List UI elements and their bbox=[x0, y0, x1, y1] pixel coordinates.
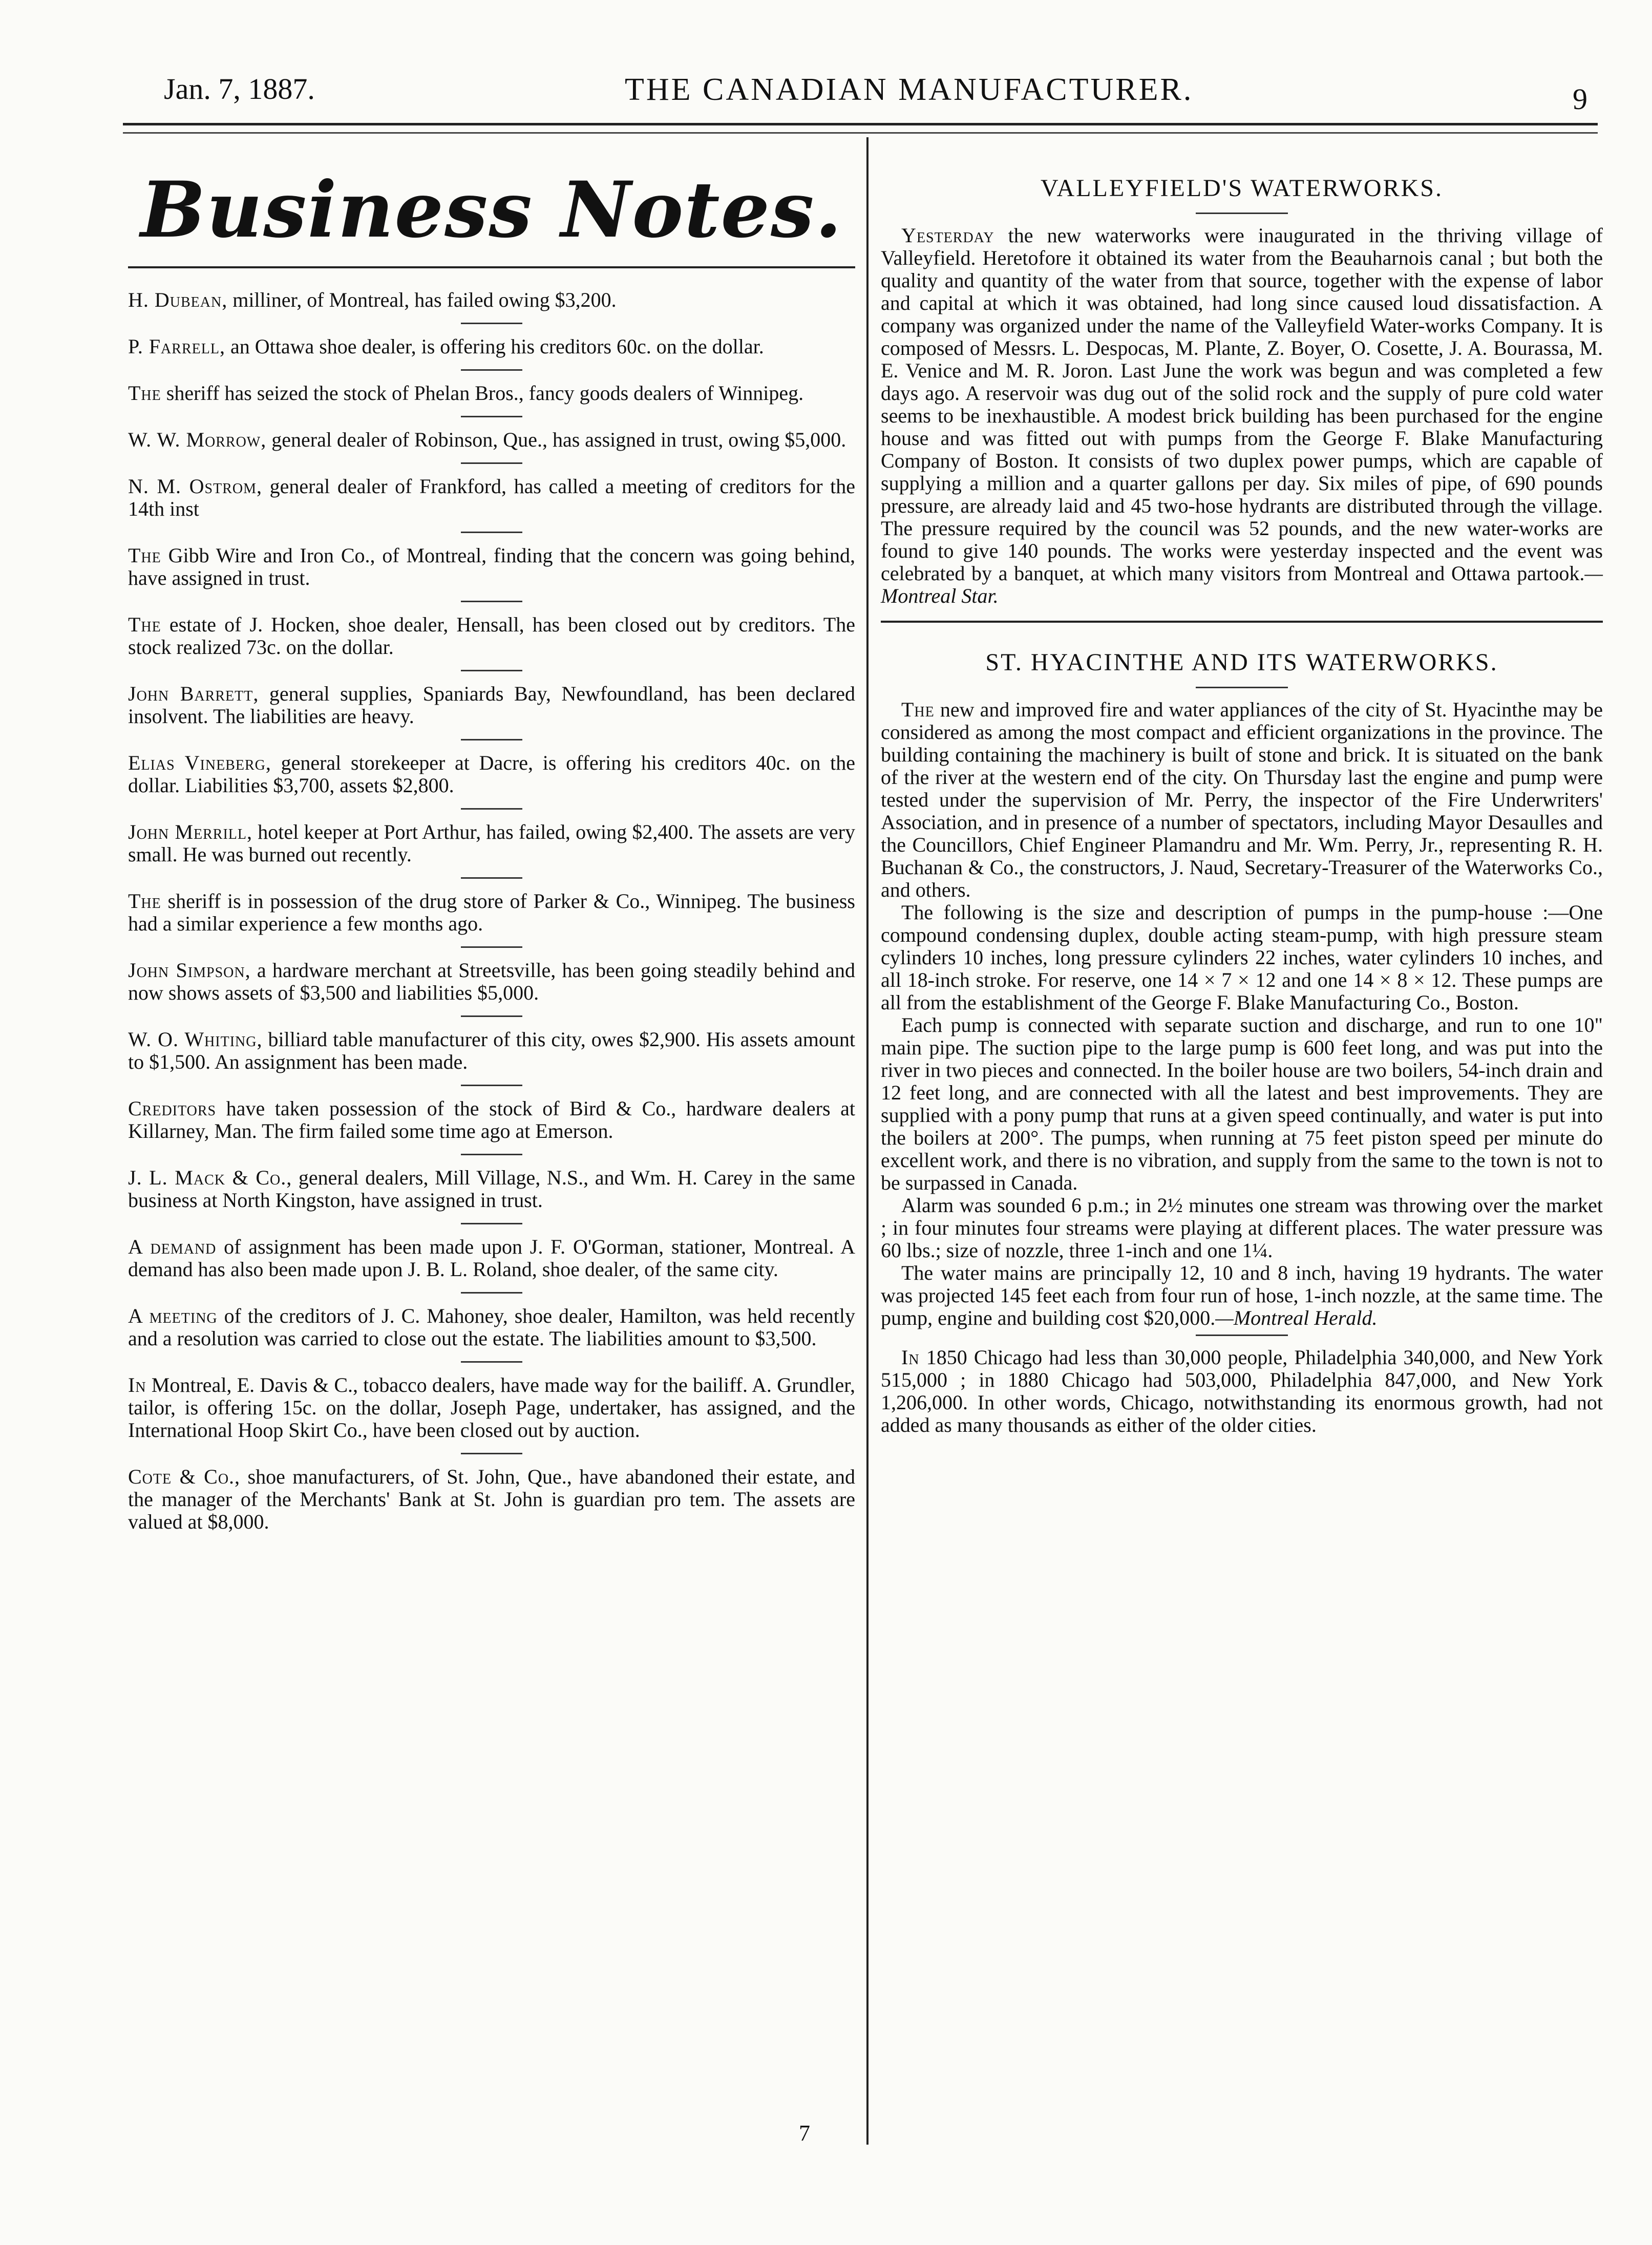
note-lead: John Barrett, bbox=[128, 682, 259, 705]
note-text: Gibb Wire and Iron Co., of Montreal, finding that the concern was going behind, have assigned in trust. bbox=[128, 544, 855, 589]
note-text: general dealer of Robinson, Que., has assigned in trust, owing $5,000. bbox=[266, 428, 846, 451]
business-note bbox=[128, 1305, 855, 1350]
article-lead: In bbox=[901, 1346, 920, 1369]
note-text: hotel keeper at Port Arthur, has failed, owing $2,400. The assets are very small. He was burned out recently. bbox=[128, 820, 855, 866]
left-column bbox=[128, 149, 855, 1533]
note-text: Montreal, E. Davis & C., tobacco dealers, have made way for the bailiff. A. Grundler, tailor, is offering 15c. on the dollar, Joseph Page, undertaker, has assigned, and the International Hoop Skirt Co., have been closed out by auction. bbox=[128, 1373, 855, 1442]
section-rule-short bbox=[1196, 1335, 1288, 1336]
business-note bbox=[128, 752, 855, 797]
business-note bbox=[128, 683, 855, 728]
note-text: sheriff has seized the stock of Phelan Bros., fancy goods dealers of Winnipeg. bbox=[161, 382, 804, 405]
note-text: of assignment has been made upon J. F. O'Gorman, stationer, Montreal. A demand has also been made upon J. B. L. Roland, shoe dealer, of the same city. bbox=[128, 1235, 855, 1281]
note-separator bbox=[461, 601, 522, 602]
note-lead: The bbox=[128, 889, 161, 913]
business-note bbox=[128, 959, 855, 1004]
page-number: 9 bbox=[1573, 82, 1587, 116]
note-text: sheriff is in possession of the drug store of Parker & Co., Winnipeg. The business had a similar experience a few months ago. bbox=[128, 889, 855, 935]
business-note bbox=[128, 1466, 855, 1533]
note-lead: P. Farrell, bbox=[128, 335, 225, 358]
st-hyacinthe-paragraph bbox=[881, 1262, 1603, 1329]
note-separator bbox=[461, 1453, 522, 1454]
note-separator bbox=[461, 1154, 522, 1155]
page-header bbox=[164, 72, 1587, 128]
note-lead: A meeting bbox=[128, 1304, 218, 1327]
note-separator bbox=[461, 1292, 522, 1294]
publication-title: THE CANADIAN MANUFACTURER. bbox=[625, 72, 1194, 107]
heading-rule bbox=[1196, 687, 1288, 688]
note-text: a hardware merchant at Streetsville, has been going steadily behind and now shows assets of $3,500 and liabilities $5,000. bbox=[128, 959, 855, 1004]
note-text: general supplies, Spaniards Bay, Newfoundland, has been declared insolvent. The liabilities are heavy. bbox=[128, 682, 855, 728]
issue-date: Jan. 7, 1887. bbox=[164, 72, 315, 105]
business-note bbox=[128, 1097, 855, 1142]
note-text: milliner, of Montreal, has failed owing $3,200. bbox=[227, 288, 617, 311]
note-separator bbox=[461, 739, 522, 740]
business-note bbox=[128, 890, 855, 935]
business-note bbox=[128, 1374, 855, 1442]
business-note bbox=[128, 821, 855, 866]
note-lead: W. W. Morrow, bbox=[128, 428, 267, 451]
article-body: new and improved fire and water appliances of the city of St. Hyacinthe may be considered as among the most compact and efficient organizations in the province. The building containing the machinery is built of stone and brick. It is situated on the bank of the river at the western end of the city. On Thursday last the engine and pump were tested under the supervision of Mr. Perry, the inspector of the Fire Underwriters' Association, and in presence of a number of spectators, including Mayor Desaulles and the Councillors, Chief Engineer Plamandru and Mr. Wm. Perry, Jr., representing R. H. Buchanan & Co., the constructors, J. Naud, Secretary-Treasurer of the Waterworks Co., and others. bbox=[881, 698, 1603, 901]
business-note bbox=[128, 289, 855, 311]
business-note bbox=[128, 382, 855, 405]
business-note bbox=[128, 613, 855, 659]
article-body: 1850 Chicago had less than 30,000 people, Philadelphia 340,000, and New York 515,000 ; in 1880 Chicago had 503,000, Philadelphia 847,000, and New York 1,206,000. In other words, Chicago, notwithstanding its enormous growth, had not added as many thousands as either of the older cities. bbox=[881, 1346, 1603, 1436]
note-separator bbox=[461, 1361, 522, 1363]
note-lead: John Simpson, bbox=[128, 959, 251, 982]
note-lead: Creditors bbox=[128, 1097, 217, 1120]
article-source: —Montreal Star. bbox=[881, 562, 1603, 607]
note-lead: The bbox=[128, 382, 161, 405]
note-separator bbox=[461, 462, 522, 464]
article-lead: Yesterday bbox=[901, 224, 994, 247]
header-rule bbox=[123, 123, 1598, 125]
note-separator bbox=[461, 946, 522, 948]
business-note bbox=[128, 335, 855, 358]
note-lead: The bbox=[128, 613, 161, 636]
section-rule bbox=[881, 621, 1603, 623]
note-separator bbox=[461, 670, 522, 671]
note-text: have taken possession of the stock of Bird & Co., hardware dealers at Killarney, Man. The firm failed some time ago at Emerson. bbox=[128, 1097, 855, 1142]
note-text: of the creditors of J. C. Mahoney, shoe dealer, Hamilton, was held recently and a resolution was carried to close out the estate. The liabilities amount to $3,500. bbox=[128, 1304, 855, 1350]
note-text: general storekeeper at Dacre, is offering his creditors 40c. on the dollar. Liabilities $3,700, assets $2,800. bbox=[128, 751, 855, 797]
note-text: estate of J. Hocken, shoe dealer, Hensall, has been closed out by creditors. The stock realized 73c. on the dollar. bbox=[128, 613, 855, 659]
st-hyacinthe-paragraph: Each pump is connected with separate suction and discharge, and run to one 10" main pipe. The suction pipe to the large pump is 600 feet long, and was put into the river in two pieces and connected. In the boiler house are two boilers, 54-inch drain and 12 feet long, and are connected with all the latest and best improvements. They are supplied with a pony pump that runs at a given speed continually, and water is put into the boilers at 200°. The pumps, when running at 75 feet piston speed per minute do excellent work, and there is no vibration, and supply from the same to the town is not to be surpassed in Canada. bbox=[881, 1013, 1603, 1194]
note-lead: J. L. Mack & Co., bbox=[128, 1166, 292, 1189]
note-lead: The bbox=[128, 544, 161, 567]
note-lead: John Merrill, bbox=[128, 820, 253, 843]
note-lead: A demand bbox=[128, 1235, 217, 1258]
note-lead: In bbox=[128, 1373, 146, 1396]
note-lead: Cote & Co., bbox=[128, 1465, 241, 1488]
header-rule-secondary bbox=[123, 132, 1598, 134]
business-note bbox=[128, 475, 855, 520]
note-lead: Elias Vineberg, bbox=[128, 751, 271, 774]
note-text: shoe manufacturers, of St. John, Que., have abandoned their estate, and the manager of the Merchants' Bank at St. John is guardian pro tem. The assets are valued at $8,000. bbox=[128, 1465, 855, 1533]
note-text: billiard table manufacturer of this city, owes $2,900. His assets amount to $1,500. An assignment has been made. bbox=[128, 1028, 855, 1073]
note-separator bbox=[461, 1015, 522, 1017]
st-hyacinthe-paragraph: The following is the size and description of pumps in the pump-house :—One compound condensing duplex, double acting steam-pump, with high pressure steam cylinders 10 inches, long pressure cylinders 22 inches, water cylinders 10 inches, and all 18-inch stroke. For reserve, one 14 × 7 × 12 and one 14 × 8 × 12. These pumps are all from the establishment of the George F. Blake Manufacturing Co., Boston. bbox=[881, 901, 1603, 1014]
valleyfield-heading: VALLEYFIELD'S WATERWORKS. bbox=[1041, 175, 1443, 202]
article-body: The water mains are principally 12, 10 and 8 inch, having 19 hydrants. The water was projected 145 feet each from four run of hose, 1-inch nozzle, at the same time. The pump, engine and building cost $20,000. bbox=[881, 1261, 1603, 1329]
business-note bbox=[128, 1167, 855, 1212]
note-separator bbox=[461, 323, 522, 324]
right-column bbox=[881, 149, 1603, 1436]
valleyfield-article bbox=[881, 224, 1603, 607]
article-source: —Montreal Herald. bbox=[1215, 1306, 1378, 1329]
note-lead: W. O. Whiting, bbox=[128, 1028, 263, 1051]
note-text: general dealers, Mill Village, N.S., and Wm. H. Carey in the same business at North Kingston, have assigned in trust. bbox=[128, 1166, 855, 1212]
business-notes-masthead: Business Notes. bbox=[140, 165, 843, 255]
heading-rule bbox=[1196, 213, 1288, 214]
note-separator bbox=[461, 1223, 522, 1224]
column-divider bbox=[866, 137, 869, 2145]
article-lead: The bbox=[901, 698, 935, 721]
note-lead: H. Dubean, bbox=[128, 288, 228, 311]
business-note bbox=[128, 1028, 855, 1073]
note-separator bbox=[461, 369, 522, 371]
st-hyacinthe-paragraph: Alarm was sounded 6 p.m.; in 2½ minutes one stream was throwing over the market ; in four minutes four streams were playing at different places. The water pressure was 60 lbs.; size of nozzle, three 1-inch and one 1¼. bbox=[881, 1194, 1603, 1262]
footer-mark: 7 bbox=[799, 2121, 810, 2146]
business-note bbox=[128, 544, 855, 589]
note-text: an Ottawa shoe dealer, is offering his creditors 60c. on the dollar. bbox=[225, 335, 764, 358]
masthead-rule bbox=[128, 266, 855, 268]
chicago-note bbox=[881, 1346, 1603, 1436]
st-hyacinthe-heading: ST. HYACINTHE AND ITS WATERWORKS. bbox=[985, 649, 1498, 676]
note-lead: N. M. Ostrom, bbox=[128, 475, 262, 498]
note-separator bbox=[461, 532, 522, 533]
business-note bbox=[128, 429, 855, 451]
note-text: general dealer of Frankford, has called a meeting of creditors for the 14th inst bbox=[128, 475, 855, 520]
business-note bbox=[128, 1236, 855, 1281]
note-separator bbox=[461, 808, 522, 810]
article-body: the new waterworks were inaugurated in the thriving village of Valleyfield. Heretofore it obtained its water from the Beauharnois canal ; but both the quality and quantity of the water from that source, together with the expense of labor and capital at which it was obtained, had long since caused loud dissatisfaction. A company was organized under the name of the Valleyfield Water-works Company. It is composed of Messrs. L. Despocas, M. Plante, Z. Boyer, O. Cosette, J. A. Bourassa, M. E. Venice and M. R. Joron. Last June the work was begun and was completed a few days ago. A reservoir was dug out of the solid rock and the supply of pure cold water seems to be inexhaustible. A modest brick building has been purchased for the engine house and was fitted out with pumps from the George F. Blake Manufacturing Company of Boston. It consists of two duplex power pumps, which are capable of supplying a million and a quarter gallons per day. Six miles of pipe, of 690 pounds pressure, are already laid and 45 two-hose hydrants are distributed through the village. The pressure required by the council was 52 pounds, and the new water-works are found to give 140 pounds. The works were yesterday inspected and the event was celebrated by a banquet, at which many visitors from Montreal and Ottawa partook. bbox=[881, 224, 1603, 585]
note-separator bbox=[461, 877, 522, 879]
note-separator bbox=[461, 416, 522, 417]
st-hyacinthe-paragraph bbox=[881, 698, 1603, 901]
note-separator bbox=[461, 1085, 522, 1086]
